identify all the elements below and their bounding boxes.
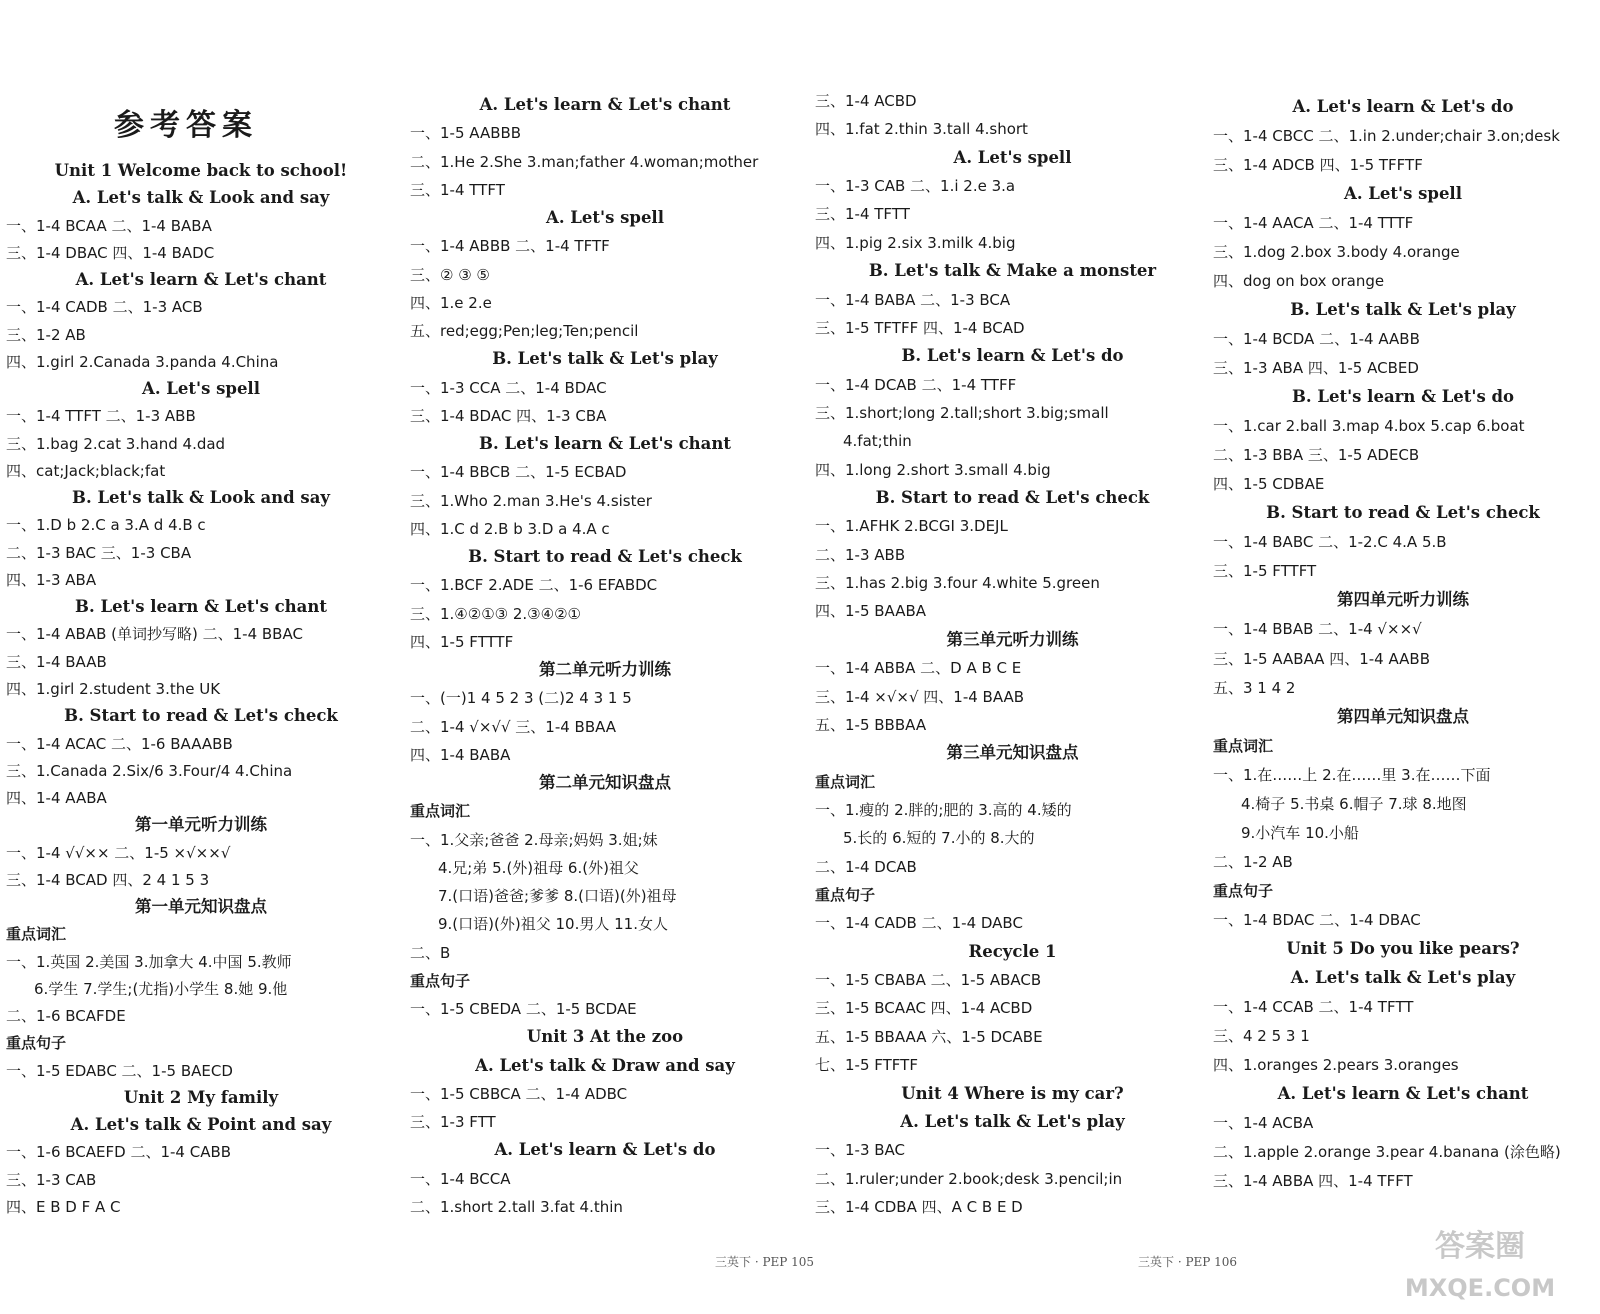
answer-line: 三、1-4 TFTT	[815, 205, 910, 223]
section-heading: B. Let's talk & Make a monster	[868, 261, 1157, 280]
answer-line: 三、1-5 TFTFF 四、1-4 BCAD	[815, 319, 1025, 337]
answer-line: 四、1-4 AABA	[6, 789, 107, 807]
subsection-heading: 重点词汇	[410, 802, 471, 820]
section-heading: 第四单元听力训练	[1337, 590, 1469, 609]
answer-line: 二、1.He 2.She 3.man;father 4.woman;mother	[410, 153, 759, 171]
section-heading: A. Let's talk & Draw and say	[475, 1056, 735, 1075]
footer-page-106: 三英下 · PEP 106	[1138, 1255, 1238, 1269]
section-heading: B. Start to read & Let's check	[468, 547, 742, 566]
section-heading: B. Let's learn & Let's chant	[479, 434, 731, 453]
section-heading: 第二单元知识盘点	[539, 773, 671, 792]
subsection-heading: 重点句子	[1213, 882, 1274, 900]
section-heading: A. Let's talk & Look and say	[72, 188, 330, 207]
answer-line: 一、1-4 BBCB 二、1-5 ECBAD	[410, 463, 627, 481]
subsection-heading: 重点词汇	[6, 925, 67, 943]
answer-line: 一、1-4 √√×× 二、1-5 ×√××√	[6, 844, 231, 862]
section-heading: A. Let's learn & Let's do	[1292, 97, 1514, 116]
answer-line: 三、1-4 BCAD 四、2 4 1 5 3	[6, 871, 210, 889]
answer-line: 一、1.英国 2.美国 3.加拿大 4.中国 5.教师	[6, 953, 292, 971]
section-heading: 第二单元听力训练	[539, 660, 671, 679]
section-heading: B. Let's talk & Look and say	[72, 488, 330, 507]
page-title: 参考答案	[114, 108, 258, 143]
answer-line: 三、1-4 ABBA 四、1-4 TFFT	[1213, 1172, 1413, 1190]
answer-line: 三、1.dog 2.box 3.body 4.orange	[1213, 243, 1460, 261]
answer-line: 一、1-3 CAB 二、1.i 2.e 3.a	[815, 177, 1016, 195]
section-heading: A. Let's talk & Let's play	[1290, 968, 1516, 987]
answer-line: 三、1-4 DBAC 四、1-4 BADC	[6, 244, 215, 262]
answer-line: 二、B	[410, 944, 451, 962]
watermark-logo	[1380, 1216, 1580, 1306]
answer-line: 四、1.pig 2.six 3.milk 4.big	[815, 234, 1016, 252]
answer-line: 四、1-5 CDBAE	[1213, 475, 1325, 493]
answer-line: 三、1-5 AABAA 四、1-4 AABB	[1213, 650, 1430, 668]
answer-line: 一、(一)1 4 5 2 3 (二)2 4 3 1 5	[410, 689, 632, 707]
section-heading: A. Let's spell	[953, 148, 1072, 167]
answer-line: 三、1-4 BAAB	[6, 653, 107, 671]
answer-line: 一、1-4 CBCC 二、1.in 2.under;chair 3.on;desk	[1213, 127, 1560, 145]
section-heading: A. Let's learn & Let's chant	[479, 95, 731, 114]
answer-line: 四、E B D F A C	[6, 1198, 121, 1216]
answer-line: 6.学生 7.学生;(尤指)小学生 8.她 9.他	[34, 980, 288, 998]
section-heading: A. Let's learn & Let's do	[494, 1140, 716, 1159]
section-heading: A. Let's spell	[546, 208, 664, 227]
answer-line: 4.fat;thin	[843, 432, 912, 450]
section-heading: A. Let's spell	[142, 379, 260, 398]
answer-line: 二、1-4 DCAB	[815, 858, 917, 876]
answer-line: 三、1-3 ABA 四、1-5 ACBED	[1213, 359, 1419, 377]
answer-line: 一、1-4 CCAB 二、1-4 TFTT	[1213, 998, 1414, 1016]
answer-line: 三、1-4 CDBA 四、A C B E D	[815, 1198, 1023, 1216]
answer-line: 三、1-3 CAB	[6, 1171, 97, 1189]
answer-line: 五、red;egg;Pen;leg;Ten;pencil	[410, 322, 639, 340]
answer-line: 9.小汽车 10.小船	[1241, 824, 1359, 842]
section-heading: B. Let's talk & Let's play	[492, 349, 718, 368]
section-heading: A. Let's talk & Point and say	[70, 1115, 332, 1134]
section-heading: A. Let's talk & Let's play	[900, 1112, 1125, 1131]
answer-line: 四、1.oranges 2.pears 3.oranges	[1213, 1056, 1459, 1074]
answer-line: 三、1.has 2.big 3.four 4.white 5.green	[815, 574, 1100, 592]
answer-line: 四、1-3 ABA	[6, 571, 97, 589]
section-heading: 第一单元听力训练	[135, 815, 267, 834]
answer-line: 一、1-4 ABBB 二、1-4 TFTF	[410, 237, 610, 255]
answer-line: 一、1.父亲;爸爸 2.母亲;妈妈 3.姐;妹	[410, 831, 658, 849]
answer-line: 三、1.④②①③ 2.③④②①	[410, 605, 581, 623]
answer-line: 一、1-4 ABAB (单词抄写略) 二、1-4 BBAC	[6, 625, 303, 643]
section-heading: 第三单元听力训练	[946, 630, 1079, 649]
answer-line: 一、1-4 AACA 二、1-4 TTTF	[1213, 214, 1414, 232]
subsection-heading: 重点句子	[6, 1034, 67, 1052]
section-heading: 第三单元知识盘点	[946, 743, 1079, 762]
answer-line: 二、1-3 ABB	[815, 546, 906, 564]
answer-line: 四、1.fat 2.thin 3.tall 4.short	[815, 120, 1028, 138]
answer-line: 三、4 2 5 3 1	[1213, 1027, 1310, 1045]
answer-line: 四、1.long 2.short 3.small 4.big	[815, 461, 1051, 479]
answer-line: 一、1-4 BDAC 二、1-4 DBAC	[1213, 911, 1421, 929]
answer-line: 三、1.Who 2.man 3.He's 4.sister	[410, 492, 652, 510]
answer-line: 一、1-4 BABA 二、1-3 BCA	[815, 291, 1011, 309]
answer-line: 四、1.C d 2.B b 3.D a 4.A c	[410, 520, 610, 538]
answer-line: 二、1-3 BAC 三、1-3 CBA	[6, 544, 192, 562]
answer-line: 一、1-4 BCDA 二、1-4 AABB	[1213, 330, 1420, 348]
answer-line: 二、1.short 2.tall 3.fat 4.thin	[410, 1198, 623, 1216]
answer-line: 一、1-4 BABC 二、1-2.C 4.A 5.B	[1213, 533, 1447, 551]
answer-line: 5.长的 6.短的 7.小的 8.大的	[843, 829, 1035, 847]
answer-line: 一、1-5 EDABC 二、1-5 BAECD	[6, 1062, 233, 1080]
section-heading: A. Let's learn & Let's chant	[1277, 1084, 1529, 1103]
answer-line: 四、1.girl 2.student 3.the UK	[6, 680, 221, 698]
section-heading: A. Let's learn & Let's chant	[75, 270, 327, 289]
section-heading: B. Let's talk & Let's play	[1290, 300, 1516, 319]
section-heading: Unit 4 Where is my car?	[901, 1084, 1124, 1103]
answer-line: 4.椅子 5.书桌 6.帽子 7.球 8.地图	[1241, 795, 1467, 813]
answer-line: 一、1.瘦的 2.胖的;肥的 3.高的 4.矮的	[815, 801, 1072, 819]
answer-line: 四、1.girl 2.Canada 3.panda 4.China	[6, 353, 279, 371]
answer-line: 五、1-5 BBAAA 六、1-5 DCABE	[815, 1028, 1043, 1046]
answer-line: 三、1-5 FTTFT	[1213, 562, 1317, 580]
answer-line: 七、1-5 FTFTF	[815, 1056, 918, 1074]
answer-line: 四、cat;Jack;black;fat	[6, 462, 166, 480]
answer-line: 一、1-6 BCAEFD 二、1-4 CABB	[6, 1143, 232, 1161]
answer-line: 一、1-5 CBABA 二、1-5 ABACB	[815, 971, 1042, 989]
answer-line: 一、1.BCF 2.ADE 二、1-6 EFABDC	[410, 576, 658, 594]
section-heading: 第四单元知识盘点	[1337, 707, 1469, 726]
subsection-heading: 重点句子	[815, 886, 876, 904]
answer-line: 一、1-4 CADB 二、1-4 DABC	[815, 914, 1023, 932]
subsection-heading: 重点词汇	[1213, 737, 1274, 755]
answer-line: 一、1-4 DCAB 二、1-4 TTFF	[815, 376, 1017, 394]
answer-line: 一、1-3 BAC	[815, 1141, 906, 1159]
answer-line: 一、1.car 2.ball 3.map 4.box 5.cap 6.boat	[1213, 417, 1525, 435]
answer-line: 四、dog on box orange	[1213, 272, 1385, 290]
answer-line: 三、1-4 TTFT	[410, 181, 505, 199]
answer-line: 一、1-4 TTFT 二、1-3 ABB	[6, 407, 196, 425]
answer-line: 二、1-2 AB	[1213, 853, 1293, 871]
answer-line: 一、1-5 CBBCA 二、1-4 ADBC	[410, 1085, 628, 1103]
subsection-heading: 重点句子	[410, 972, 471, 990]
answer-line: 三、1.short;long 2.tall;short 3.big;small	[815, 404, 1109, 422]
answer-line: 一、1-4 ABBA 二、D A B C E	[815, 659, 1022, 677]
section-heading: B. Let's learn & Let's do	[901, 346, 1124, 365]
section-heading: A. Let's spell	[1344, 184, 1462, 203]
answer-line: 一、1-4 BCCA	[410, 1170, 511, 1188]
section-heading: B. Let's learn & Let's do	[1291, 387, 1515, 406]
answer-line: 四、1.e 2.e	[410, 294, 492, 312]
section-heading: B. Start to read & Let's check	[1266, 503, 1540, 522]
answer-line: 4.兄;弟 5.(外)祖母 6.(外)祖父	[438, 859, 639, 877]
answer-line: 二、1-4 √×√√ 三、1-4 BBAA	[410, 718, 617, 736]
section-heading: B. Start to read & Let's check	[875, 488, 1150, 507]
subsection-heading: 重点词汇	[815, 773, 876, 791]
answer-line: 三、1-4 ADCB 四、1-5 TFFTF	[1213, 156, 1423, 174]
answer-line: 一、1-4 ACBA	[1213, 1114, 1314, 1132]
answer-line: 三、1-5 BCAAC 四、1-4 ACBD	[815, 999, 1033, 1017]
answer-line: 三、1.bag 2.cat 3.hand 4.dad	[6, 435, 226, 453]
answer-line: 一、1.AFHK 2.BCGI 3.DEJL	[815, 517, 1008, 535]
answer-line: 五、3 1 4 2	[1213, 679, 1296, 697]
answer-line: 一、1-4 ACAC 二、1-6 BAAABB	[6, 735, 233, 753]
answer-line: 三、② ③ ⑤	[410, 266, 490, 284]
watermark-bottom-text: MXQE.COM	[1404, 1274, 1556, 1302]
section-heading: B. Let's learn & Let's chant	[75, 597, 327, 616]
section-heading: 第一单元知识盘点	[135, 897, 267, 916]
answer-line: 三、1-3 FTT	[410, 1113, 496, 1131]
answer-line: 一、1-4 BCAA 二、1-4 BABA	[6, 217, 212, 235]
section-heading: Unit 1 Welcome back to school!	[54, 161, 348, 180]
answer-line: 二、1.ruler;under 2.book;desk 3.pencil;in	[815, 1170, 1123, 1188]
answer-line: 二、1-6 BCAFDE	[6, 1007, 126, 1025]
answer-line: 一、1-4 CADB 二、1-3 ACB	[6, 298, 203, 316]
answer-line: 9.(口语)(外)祖父 10.男人 11.女人	[438, 915, 668, 933]
footer-page-105: 三英下 · PEP 105	[715, 1255, 815, 1269]
answer-line: 三、1-4 ACBD	[815, 92, 917, 110]
answer-line: 四、1-5 BAABA	[815, 602, 927, 620]
answer-line: 三、1-2 AB	[6, 326, 86, 344]
answer-line: 三、1.Canada 2.Six/6 3.Four/4 4.China	[6, 762, 293, 780]
watermark-top-text: 答案圈	[1435, 1229, 1525, 1264]
answer-line: 二、1-3 BBA 三、1-5 ADECB	[1213, 446, 1420, 464]
section-heading: Unit 3 At the zoo	[526, 1027, 684, 1046]
answer-line: 一、1-5 CBEDA 二、1-5 BCDAE	[410, 1000, 637, 1018]
answer-line: 五、1-5 BBBAA	[815, 716, 927, 734]
answer-line: 四、1-4 BABA	[410, 746, 511, 764]
answer-line: 四、1-5 FTTTF	[410, 633, 514, 651]
answer-line: 一、1.D b 2.C a 3.A d 4.B c	[6, 516, 206, 534]
answer-line: 二、1.apple 2.orange 3.pear 4.banana (涂色略)	[1213, 1143, 1561, 1161]
answer-line: 一、1-4 BBAB 二、1-4 √××√	[1213, 620, 1422, 638]
answer-line: 一、1-5 AABBB	[410, 124, 522, 142]
answer-line: 三、1-4 ×√×√ 四、1-4 BAAB	[815, 688, 1025, 706]
section-heading: Recycle 1	[968, 942, 1057, 961]
answer-line: 三、1-4 BDAC 四、1-3 CBA	[410, 407, 607, 425]
section-heading: Unit 2 My family	[123, 1088, 279, 1107]
answer-line: 一、1-3 CCA 二、1-4 BDAC	[410, 379, 607, 397]
answer-line: 7.(口语)爸爸;爹爹 8.(口语)(外)祖母	[438, 887, 677, 905]
section-heading: Unit 5 Do you like pears?	[1286, 939, 1520, 958]
answer-line: 一、1.在……上 2.在……里 3.在……下面	[1213, 766, 1491, 784]
section-heading: B. Start to read & Let's check	[64, 706, 338, 725]
